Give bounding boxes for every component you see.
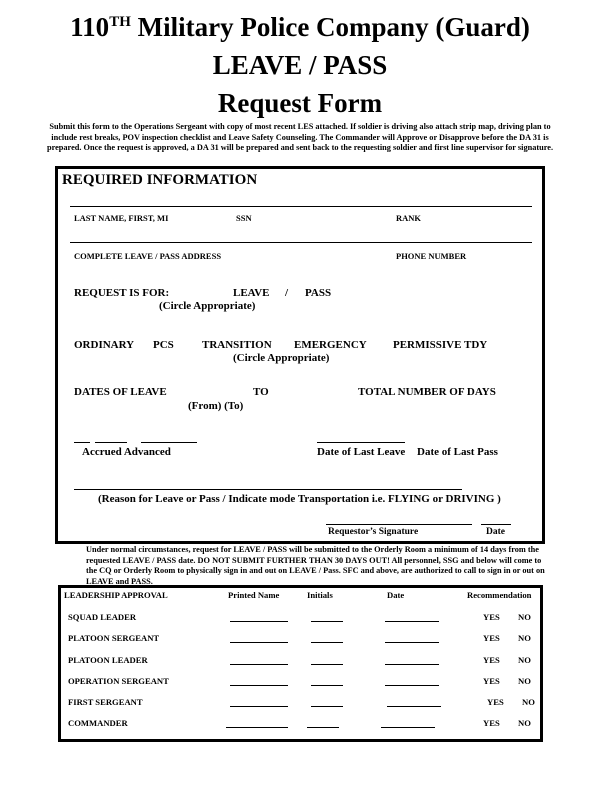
initials-blank[interactable] [311,642,343,643]
approval-header-date: Date [387,590,405,600]
date-blank[interactable] [385,685,439,686]
request-for-label: REQUEST IS FOR: [74,287,170,299]
initials-blank[interactable] [311,664,343,665]
no-option[interactable]: NO [522,697,535,707]
initials-blank[interactable] [311,706,343,707]
yes-option[interactable]: YES [487,697,504,707]
total-days-label: TOTAL NUMBER OF DAYS [358,386,496,398]
approval-header-role: LEADERSHIP APPROVAL [64,590,168,600]
form-title-request: Request Form [217,88,383,118]
approval-header-initials: Initials [307,590,333,600]
initials-blank[interactable] [311,621,343,622]
accrued-advanced-label: Accrued Advanced [82,446,171,458]
last-leave-blank[interactable] [317,442,405,443]
form-title-leave-pass: LEAVE / PASS [212,50,388,80]
leave-pass-slash: / [285,287,289,299]
from-to-label: (From) (To) [188,400,244,412]
leave-option[interactable]: LEAVE [233,287,270,299]
role-label: FIRST SERGEANT [68,697,143,707]
submission-note: Under normal circumstances, request for LEAVE / PASS will be submitted to the Orderly Room a minimum of 14 days from the requested LEAVE / PASS date. DO NOT SUBMIT FURTHER THAN 30 DAYS OUT! All personnel, SSG and below will come to the CQ or Orderly Room to physically sign in and out on LEAVE / Pass. SFC and above, are authorized to call to sign in or out on LEAVE and PASS. [86,545,545,586]
no-option[interactable]: NO [518,612,531,622]
no-option[interactable]: NO [518,718,531,728]
ssn-label: SSN [236,213,252,223]
required-info-header: REQUIRED INFORMATION [62,172,258,188]
type-emergency[interactable]: EMERGENCY [294,339,367,351]
printed-name-blank[interactable] [230,685,288,686]
initials-blank[interactable] [307,727,339,728]
dates-of-leave-label: DATES OF LEAVE [74,386,167,398]
signature-date-line[interactable] [481,524,511,525]
to-label: TO [253,386,269,398]
total-days-blank[interactable] [141,442,197,443]
yes-option[interactable]: YES [483,633,500,643]
type-permissive-tdy[interactable]: PERMISSIVE TDY [393,339,488,351]
no-option[interactable]: NO [518,655,531,665]
no-option[interactable]: NO [518,676,531,686]
role-label: SQUAD LEADER [68,612,137,622]
type-transition[interactable]: TRANSITION [202,339,272,351]
reason-label: (Reason for Leave or Pass / Indicate mode Transportation i.e. FLYING or DRIVING ) [98,493,501,505]
type-ordinary[interactable]: ORDINARY [74,339,135,351]
yes-option[interactable]: YES [483,612,500,622]
address-label: COMPLETE LEAVE / PASS ADDRESS [74,251,222,261]
printed-name-blank[interactable] [226,727,288,728]
signature-line[interactable] [326,524,472,525]
type-pcs[interactable]: PCS [153,339,174,351]
role-label: COMMANDER [68,718,128,728]
date-blank[interactable] [387,706,441,707]
circle-appropriate-1: (Circle Appropriate) [159,300,256,312]
last-leave-label: Date of Last Leave [317,446,406,458]
yes-option[interactable]: YES [483,718,500,728]
last-pass-label: Date of Last Pass [417,446,498,458]
printed-name-blank[interactable] [230,642,288,643]
signature-label: Requestor’s Signature [328,527,419,537]
address-line[interactable] [70,242,532,243]
no-option[interactable]: NO [518,633,531,643]
last-name-label: LAST NAME, FIRST, MI [74,213,169,223]
name-line[interactable] [70,206,532,207]
form-title-unit: 110TH Military Police Company (Guard) [70,12,530,42]
initials-blank[interactable] [311,685,343,686]
accrued-blank[interactable] [74,442,90,443]
circle-appropriate-2: (Circle Appropriate) [233,352,330,364]
date-blank[interactable] [385,664,439,665]
pass-option[interactable]: PASS [305,287,332,299]
yes-option[interactable]: YES [483,655,500,665]
rank-label: RANK [396,213,422,223]
yes-option[interactable]: YES [483,676,500,686]
role-label: OPERATION SERGEANT [68,676,169,686]
advanced-blank[interactable] [95,442,127,443]
approval-header-recommendation: Recommendation [467,590,532,600]
approval-header-name: Printed Name [228,590,280,600]
intro-instructions: Submit this form to the Operations Sergeant with copy of most recent LES attached. If soldier is driving also attach strip map, driving plan to include rest breaks, POV inspection checklist and Leave Safety Counseling. The Commander will Approve or Disapprove before the DA 31 is prepared. Once the request is approved, a DA 31 will be prepared and sent back to the requesting soldier and first line supervisor for signature. [46,122,554,152]
reason-line[interactable] [74,489,462,490]
role-label: PLATOON LEADER [68,655,148,665]
printed-name-blank[interactable] [230,621,288,622]
date-blank[interactable] [385,642,439,643]
printed-name-blank[interactable] [230,664,288,665]
role-label: PLATOON SERGEANT [68,633,160,643]
phone-label: PHONE NUMBER [396,251,467,261]
date-blank[interactable] [381,727,435,728]
date-blank[interactable] [385,621,439,622]
signature-date-label: Date [486,527,505,537]
printed-name-blank[interactable] [230,706,288,707]
